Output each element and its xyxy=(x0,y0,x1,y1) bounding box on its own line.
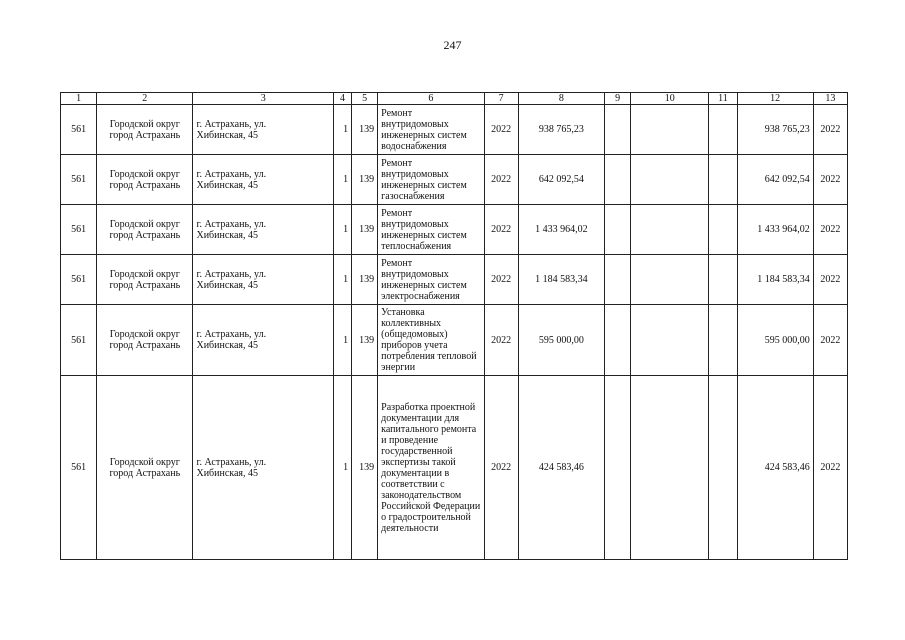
address-line-2: Хибинская, 45 xyxy=(196,229,259,241)
cell-col13: 2022 xyxy=(813,376,847,560)
cell-col5: 139 xyxy=(352,376,378,560)
cell-year: 2022 xyxy=(484,376,518,560)
cell-year: 2022 xyxy=(484,105,518,155)
column-header-9: 9 xyxy=(605,93,631,105)
cell-col10 xyxy=(631,255,709,305)
cell-address xyxy=(193,105,334,155)
cell-col5: 139 xyxy=(352,255,378,305)
cell-amount: 424 583,46 xyxy=(518,376,604,560)
cell-number: 561 xyxy=(61,105,97,155)
column-header-4: 4 xyxy=(334,93,352,105)
cell-col9 xyxy=(605,255,631,305)
cell-year: 2022 xyxy=(484,255,518,305)
cell-col13: 2022 xyxy=(813,305,847,376)
cell-number: 561 xyxy=(61,155,97,205)
cell-total: 1 433 964,02 xyxy=(737,205,813,255)
cell-col10 xyxy=(631,305,709,376)
cell-col4: 1 xyxy=(334,255,352,305)
column-number-row xyxy=(61,93,848,105)
column-header-6: 6 xyxy=(378,93,484,105)
cell-col4: 1 xyxy=(334,205,352,255)
cell-district xyxy=(97,376,193,560)
table-row xyxy=(61,255,848,305)
cell-col10 xyxy=(631,105,709,155)
table-row xyxy=(61,105,848,155)
address-line-2: Хибинская, 45 xyxy=(196,467,259,479)
cell-number: 561 xyxy=(61,255,97,305)
district-line-1: Городской округ xyxy=(109,218,180,230)
address-line-2: Хибинская, 45 xyxy=(196,179,259,191)
column-header-11: 11 xyxy=(709,93,737,105)
table-row xyxy=(61,155,848,205)
cell-number: 561 xyxy=(61,376,97,560)
district-line-2: город Астрахань xyxy=(109,467,181,479)
district-line-2: город Астрахань xyxy=(109,129,181,141)
cell-year: 2022 xyxy=(484,155,518,205)
column-header-2: 2 xyxy=(97,93,193,105)
column-header-3: 3 xyxy=(193,93,334,105)
column-header-7: 7 xyxy=(484,93,518,105)
cell-total: 1 184 583,34 xyxy=(737,255,813,305)
cell-total: 642 092,54 xyxy=(737,155,813,205)
column-header-8: 8 xyxy=(518,93,604,105)
cell-col5: 139 xyxy=(352,205,378,255)
cell-work-description: Ремонт внутридомовых инженерных систем теплоснабжения xyxy=(378,205,484,255)
cell-col9 xyxy=(605,105,631,155)
cell-col5: 139 xyxy=(352,305,378,376)
cell-col10 xyxy=(631,155,709,205)
cell-col11 xyxy=(709,155,737,205)
cell-col11 xyxy=(709,305,737,376)
table-row xyxy=(61,305,848,376)
cell-work-description: Ремонт внутридомовых инженерных систем электроснабжения xyxy=(378,255,484,305)
cell-address xyxy=(193,305,334,376)
cell-col9 xyxy=(605,376,631,560)
cell-total: 938 765,23 xyxy=(737,105,813,155)
cell-amount: 1 433 964,02 xyxy=(518,205,604,255)
cell-district xyxy=(97,155,193,205)
page-number: 247 xyxy=(443,38,462,52)
cell-col13: 2022 xyxy=(813,255,847,305)
column-header-13: 13 xyxy=(813,93,847,105)
column-header-10: 10 xyxy=(631,93,709,105)
cell-district xyxy=(97,305,193,376)
cell-number: 561 xyxy=(61,205,97,255)
address-line-1: г. Астрахань, ул. xyxy=(196,268,267,280)
cell-col4: 1 xyxy=(334,376,352,560)
cell-amount: 938 765,23 xyxy=(518,105,604,155)
address-line-1: г. Астрахань, ул. xyxy=(196,218,267,230)
cell-district xyxy=(97,205,193,255)
cell-col9 xyxy=(605,155,631,205)
district-line-1: Городской округ xyxy=(109,456,180,468)
cell-col5: 139 xyxy=(352,105,378,155)
column-header-12: 12 xyxy=(737,93,813,105)
cell-address xyxy=(193,205,334,255)
cell-address xyxy=(193,155,334,205)
cell-year: 2022 xyxy=(484,305,518,376)
cell-amount: 642 092,54 xyxy=(518,155,604,205)
district-line-2: город Астрахань xyxy=(109,179,181,191)
cell-col9 xyxy=(605,305,631,376)
address-line-1: г. Астрахань, ул. xyxy=(196,168,267,180)
cell-address xyxy=(193,255,334,305)
cell-col13: 2022 xyxy=(813,205,847,255)
district-line-1: Городской округ xyxy=(109,268,180,280)
district-line-2: город Астрахань xyxy=(109,229,181,241)
cell-work-description: Установка коллективных (общедомовых) приборов учета потребления тепловой энергии xyxy=(378,305,484,376)
address-line-1: г. Астрахань, ул. xyxy=(196,456,267,468)
cell-col10 xyxy=(631,205,709,255)
cell-address xyxy=(193,376,334,560)
column-header-5: 5 xyxy=(352,93,378,105)
district-line-2: город Астрахань xyxy=(109,279,181,291)
address-line-1: г. Астрахань, ул. xyxy=(196,329,267,340)
cell-amount: 595 000,00 xyxy=(518,305,604,376)
cell-col9 xyxy=(605,205,631,255)
cell-total: 424 583,46 xyxy=(737,376,813,560)
cell-district xyxy=(97,105,193,155)
address-line-1: г. Астрахань, ул. xyxy=(196,118,267,130)
cell-col4: 1 xyxy=(334,155,352,205)
cell-total: 595 000,00 xyxy=(737,305,813,376)
cell-work-description: Разработка проектной документации для капитального ремонта и проведение государственной экспертизы такой документации в соответствии с законодательством Российской Федерации о градостроительной деятельности xyxy=(378,376,484,560)
cell-col5: 139 xyxy=(352,155,378,205)
cell-col11 xyxy=(709,255,737,305)
capital-repair-table xyxy=(60,92,848,560)
district-line-1: Городской округ xyxy=(109,168,180,180)
cell-district xyxy=(97,255,193,305)
cell-amount: 1 184 583,34 xyxy=(518,255,604,305)
cell-col11 xyxy=(709,205,737,255)
cell-col10 xyxy=(631,376,709,560)
cell-year: 2022 xyxy=(484,205,518,255)
column-header-1: 1 xyxy=(61,93,97,105)
cell-col11 xyxy=(709,376,737,560)
cell-col13: 2022 xyxy=(813,155,847,205)
address-line-2: Хибинская, 45 xyxy=(196,340,259,351)
cell-col13: 2022 xyxy=(813,105,847,155)
cell-col4: 1 xyxy=(334,105,352,155)
cell-col4: 1 xyxy=(334,305,352,376)
address-line-2: Хибинская, 45 xyxy=(196,129,259,141)
district-line-1: Городской округ xyxy=(109,329,180,340)
cell-col11 xyxy=(709,105,737,155)
table-row xyxy=(61,205,848,255)
table-row xyxy=(61,376,848,560)
cell-work-description: Ремонт внутридомовых инженерных систем водоснабжения xyxy=(378,105,484,155)
district-line-2: город Астрахань xyxy=(109,340,181,351)
address-line-2: Хибинская, 45 xyxy=(196,279,259,291)
cell-number: 561 xyxy=(61,305,97,376)
cell-work-description: Ремонт внутридомовых инженерных систем газоснабжения xyxy=(378,155,484,205)
district-line-1: Городской округ xyxy=(109,118,180,130)
